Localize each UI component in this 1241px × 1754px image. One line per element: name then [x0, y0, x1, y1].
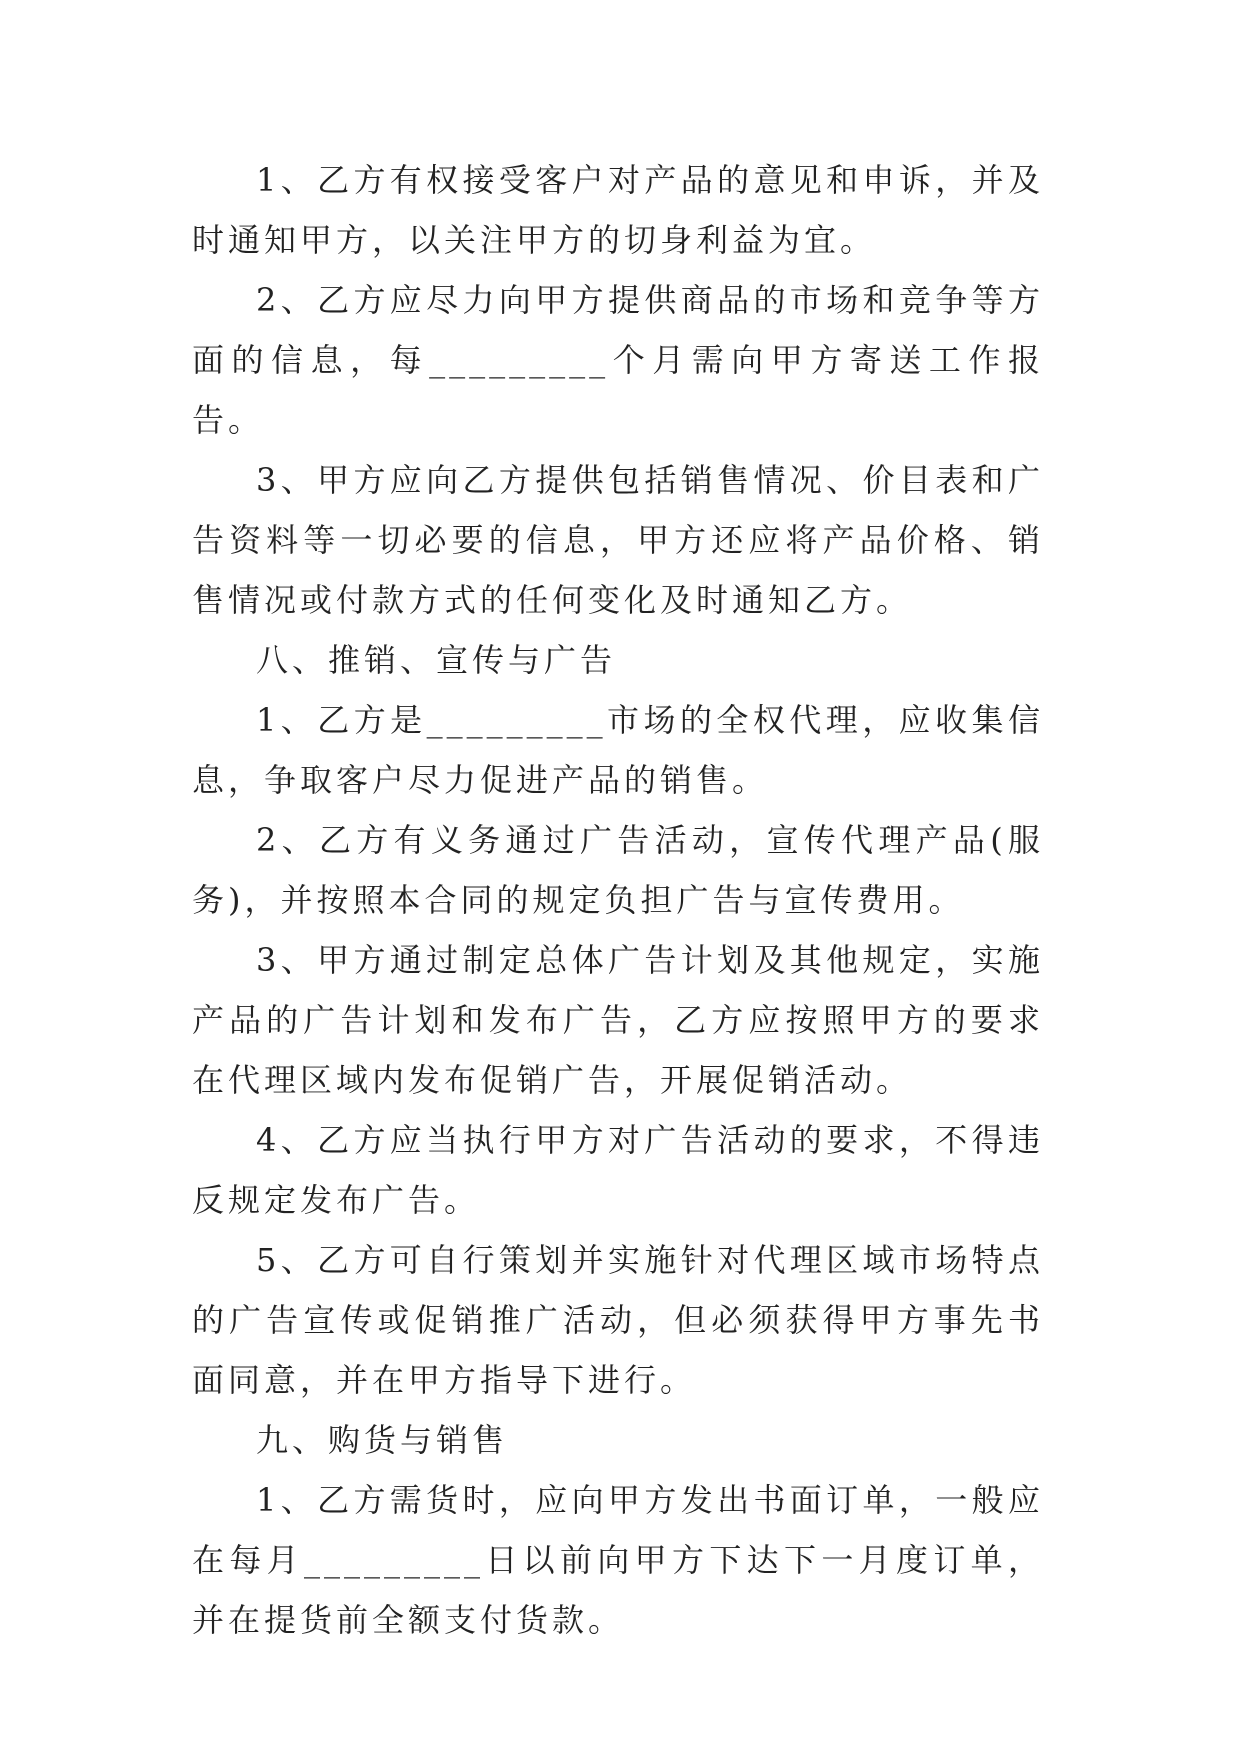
- clause-7-1: 1、乙方有权接受客户对产品的意见和申诉，并及时通知甲方，以关注甲方的切身利益为宜。: [192, 161, 1044, 259]
- clause-8-1: 1、乙方是_________市场的全权代理，应收集信息，争取客户尽力促进产品的销售。: [192, 701, 1044, 799]
- clause-9-1: 1、乙方需货时，应向甲方发出书面订单，一般应在每月_________日以前向甲方下达下一月度订单，并在提货前全额支付货款。: [192, 1481, 1044, 1639]
- section-heading-9: 九、购货与销售: [256, 1421, 509, 1459]
- clause-8-3: 3、甲方通过制定总体广告计划及其他规定，实施产品的广告计划和发布广告，乙方应按照甲方的要求在代理区域内发布促销广告，开展促销活动。: [192, 941, 1044, 1099]
- clause-8-5: 5、乙方可自行策划并实施针对代理区域市场特点的广告宣传或促销推广活动，但必须获得甲方事先书面同意，并在甲方指导下进行。: [192, 1241, 1044, 1399]
- clause-7-3: 3、甲方应向乙方提供包括销售情况、价目表和广告资料等一切必要的信息，甲方还应将产品价格、销售情况或付款方式的任何变化及时通知乙方。: [192, 461, 1044, 619]
- section-heading-8: 八、推销、宣传与广告: [256, 641, 617, 679]
- clause-7-2: 2、乙方应尽力向甲方提供商品的市场和竞争等方面的信息，每_________个月需向甲方寄送工作报告。: [192, 281, 1044, 439]
- document-page: [192, 150, 1044, 1650]
- clause-8-4: 4、乙方应当执行甲方对广告活动的要求，不得违反规定发布广告。: [192, 1121, 1044, 1219]
- clause-8-2: 2、乙方有义务通过广告活动，宣传代理产品(服务)，并按照本合同的规定负担广告与宣传费用。: [192, 821, 1044, 919]
